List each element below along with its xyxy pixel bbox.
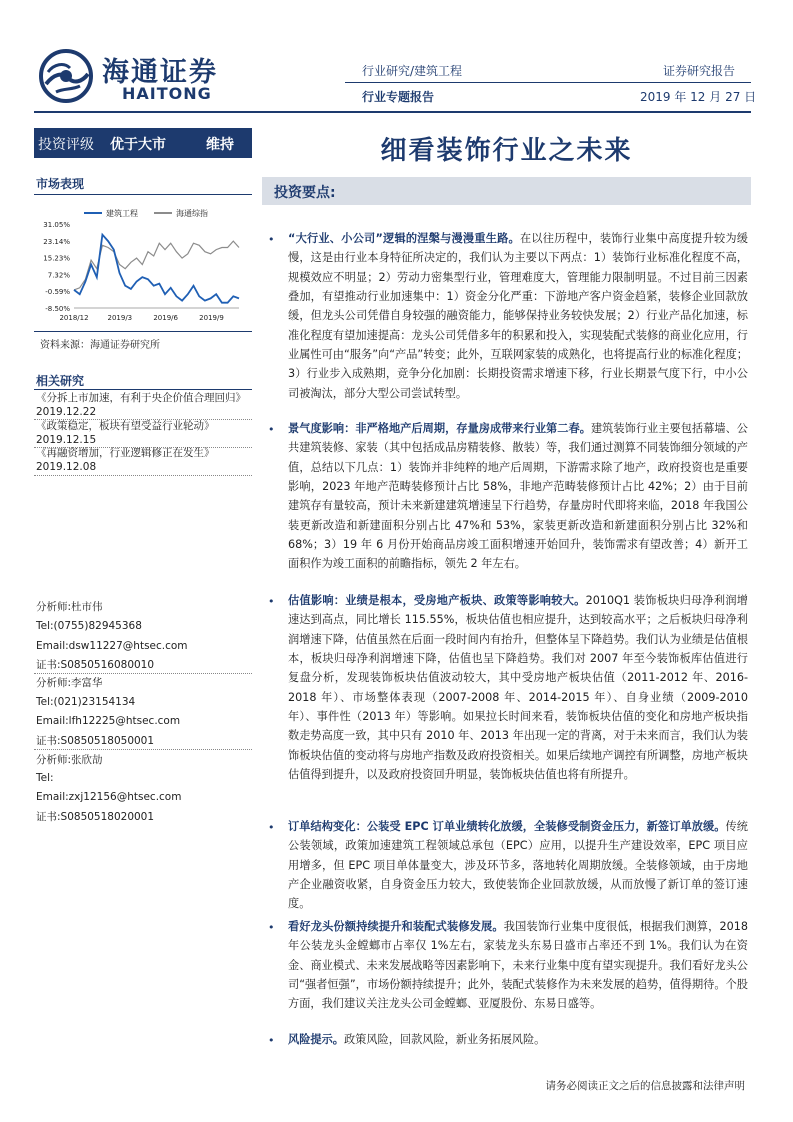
point-2-body: 建筑装饰行业主要包括幕墙、公共建筑装修、家装（其中包括成品房精装修、散装）等，我们通过测算不同装饰细分领域的产值，总结以下几点：1）装饰并非纯粹的地产后周期，下游需求除了地产，政府投资也是重要影响，2023 年地产范畴装修预计占比 58%，非地产范畴装修预计占比 42%；2）由于目前建筑存有量较高，预计未来新建建筑增速呈下行趋势，存量房时代即将来临，2018 年我国公装更新改造和新建面积分别占比 47%和 53%，家装更新改造和新建面积分别占比 32%和 68%；3）19 年 6 月份开始商品房竣工面积增速开始回升，装饰需求有望改善；4）新开工面积作为竣工面积的前瞻指标，领先 2 年左右。 [288,422,748,571]
y-tick-label: 31.05% [43,221,70,229]
document-title: 细看装饰行业之未来 [380,136,633,166]
analyst-divider [34,673,252,674]
related-rule [34,389,252,390]
related-title: 相关研究 [36,374,85,388]
point-5-body: 我国装饰行业集中度很低，根据我们测算，2018 年公装龙头金螳螂市占率仅 1%左右，家装龙头东易日盛市占率还不到 1%。我们认为在资金、商业模式、未来发展战略等因素影响下，未来行业集中度有望实现提升。我们看好龙头公司“强者恒强”，市场份额持续提升；此外，装配式装修作为未来发展的趋势，值得期待。个股方面，我们建议关注龙头公司金螳螂、亚厦股份、东易日盛等。 [288,920,748,1011]
point-1-head: “大行业、小公司”逻辑的涅槃与漫漫重生路。 [288,232,520,245]
point-6-body: 政策风险，回款风险，新业务拓展风险。 [343,1033,546,1046]
company-logo [38,48,248,104]
report-kind: 证券研究报告 [663,64,736,78]
analyst-3-cert: 证书:S0850518020001 [36,811,155,823]
chart-source: 资料来源：海通证券研究所 [40,340,160,351]
point-1 [288,229,748,403]
bullet-icon: • [268,921,275,934]
point-5-head: 看好龙头份额持续提升和装配式装修发展。 [288,920,504,933]
logo-cn-text: 海通证券 [102,57,218,88]
analyst-2-email[interactable]: Email:lfh12225@htsec.com [36,715,181,727]
point-6-head: 风险提示。 [288,1033,344,1046]
point-2-head: 景气度影响：非严格地产后周期，存量房成带来行业第二春。 [288,422,591,435]
analyst-2-cert: 证书:S0850518050001 [36,735,155,747]
report-category: 行业研究/建筑工程 [362,64,463,78]
analyst-divider [34,749,252,750]
rating-bar [34,128,252,158]
market-rule [34,194,252,195]
bullet-icon: • [268,1034,275,1047]
analyst-3-email[interactable]: Email:zxj12156@htsec.com [36,791,182,803]
series-line-建筑工程 [74,235,239,303]
point-4-body: 传统公装领域，政策加速建筑工程领域总承包（EPC）应用，以提升生产建设效率，EPC 项目应用增多，但 EPC 项目单体量变大，涉及环节多，落地转化周期放缓。全装修领域，由于房地产企业融资收紧，自身资金压力较大，致使装饰企业回款放缓，从而放慢了新订单的签订速度。 [288,820,748,911]
x-tick-label: 2019/9 [199,314,224,322]
related-item-2[interactable]: 《政策稳定，板块有望受益行业轮动》2019.12.15 [36,420,215,446]
related-item-3[interactable]: 《再融资增加，行业逻辑修正在发生》2019.12.08 [36,447,215,473]
header-rule [34,111,751,113]
chart-bottom-rule [34,331,252,332]
analyst-1-name: 分析师:杜市伟 [36,601,103,613]
point-5 [288,917,748,1014]
market-chart [34,198,252,328]
point-1-body: 在以往历程中，装饰行业集中高度提升较为缓慢，这是由行业本身特征所决定的，我们认为主要以下两点：1）装饰行业标准化程度不高，规模效应不明显；2）劳动力密集型行业，管理难度大，管理能力限制明显。不过目前三因素叠加，有望推动行业加速集中：1）资金分化严重：下游地产客户资金趋紧，装修企业回款放缓，但龙头公司凭借自身较强的融资能力，能够保持业务较快发展；2）行业产品化加速，标准化程度有望加速提高：龙头公司凭借多年的积累和投入，实现装配式装修的商业化应用，行业属性可由“服务”向“产品”转变；此外，互联网家装的成熟化，也将提高行业的标准化程度；3）行业步入成熟期，竞争分化加剧：长期投资需求增速下移，行业长期景气度下行，中小公司被淘汰，部分大型公司尝试转型。 [288,232,748,400]
y-tick-label: 7.32% [47,271,70,280]
header-divider [345,82,751,83]
analyst-3-name: 分析师:张欣劼 [36,754,103,766]
key-points-title: 投资要点: [274,185,336,201]
analyst-1-tel: Tel:(0755)82945368 [36,620,142,632]
point-4-head: 订单结构变化：公装受 EPC 订单业绩转化放缓，全装修受制资金压力，新签订单放缓。 [288,820,726,833]
analyst-3-tel: Tel: [36,772,54,784]
bullet-icon: • [268,595,275,608]
key-points-bar [262,177,751,205]
y-tick-label: -8.50% [45,305,70,313]
y-tick-label: 23.14% [43,237,70,246]
legend-label-1: 建筑工程 [106,209,138,218]
haitong-logo-icon [38,48,96,104]
point-6 [288,1030,748,1049]
market-title: 市场表现 [36,177,85,191]
analyst-1-email[interactable]: Email:dsw11227@htsec.com [36,640,188,652]
x-tick-label: 2018/12 [59,314,89,322]
rating-value: 优于大市 [110,137,166,153]
bullet-icon: • [268,821,275,834]
logo-en-text: HAITONG [122,84,212,103]
point-4 [288,817,748,914]
rating-label: 投资评级 [38,137,94,153]
bullet-icon: • [268,233,275,246]
legend-label-2: 海通综指 [176,209,208,218]
x-tick-label: 2019/3 [107,314,133,322]
related-item-1[interactable]: 《分拆上市加速，有利于央企价值合理回归》2019.12.22 [36,392,246,418]
point-2 [288,419,748,574]
y-tick-label: -0.59% [45,288,70,297]
analyst-2-tel: Tel:(021)23154134 [36,696,136,708]
analyst-2-name: 分析师:李富华 [36,677,103,689]
bullet-icon: • [268,423,275,436]
related-divider [34,475,252,476]
point-3-head: 估值影响：业绩是根本，受房地产板块、政策等影响较大。 [288,594,586,607]
point-3 [288,591,748,784]
report-date: 2019 年 12 月 27 日 [640,90,757,104]
x-tick-label: 2019/6 [153,314,178,322]
point-3-body: 2010Q1 装饰板块归母净利润增速达到高点，同比增长 115.55%，板块估值也相应提升，达到较高水平；之后板块归母净利润增速下降，估值虽然在后面一段时间内有抬升，但整体呈下降趋势。我们认为业绩是估值根本，板块归母净利润增速下降，估值也呈下降趋势。我们对 2007 年至今装饰板库估值进行复盘分析，发现装饰板块估值波动较大，其中受房地产板块估值（2011-2012 年、2016-2018 年）、市场整体表现（2007-2008 年、2014-2015 年）、自身业绩（2009-2010 年）、事件性（2013 年）等影响。如果拉长时间来看，装饰板块估值的变化和房地产板块指数走势高度一致，其中只有 2010 年、2013 年出现一定的背离，对于未来而言，我们认为装饰板块估值的变动将与房地产指数及政府投资相关。如果后续地产调控有所调整，房地产板块估值得到提升，以及政府投资回升明显，装饰板块估值也将有所提升。 [288,594,748,782]
report-type: 行业专题报告 [362,90,435,104]
legal-footer[interactable]: 请务必阅读正文之后的信息披露和法律声明 [545,1080,745,1092]
y-tick-label: 15.23% [43,254,70,263]
rating-action: 维持 [206,137,234,153]
analyst-1-cert: 证书:S0850516080010 [36,659,155,671]
